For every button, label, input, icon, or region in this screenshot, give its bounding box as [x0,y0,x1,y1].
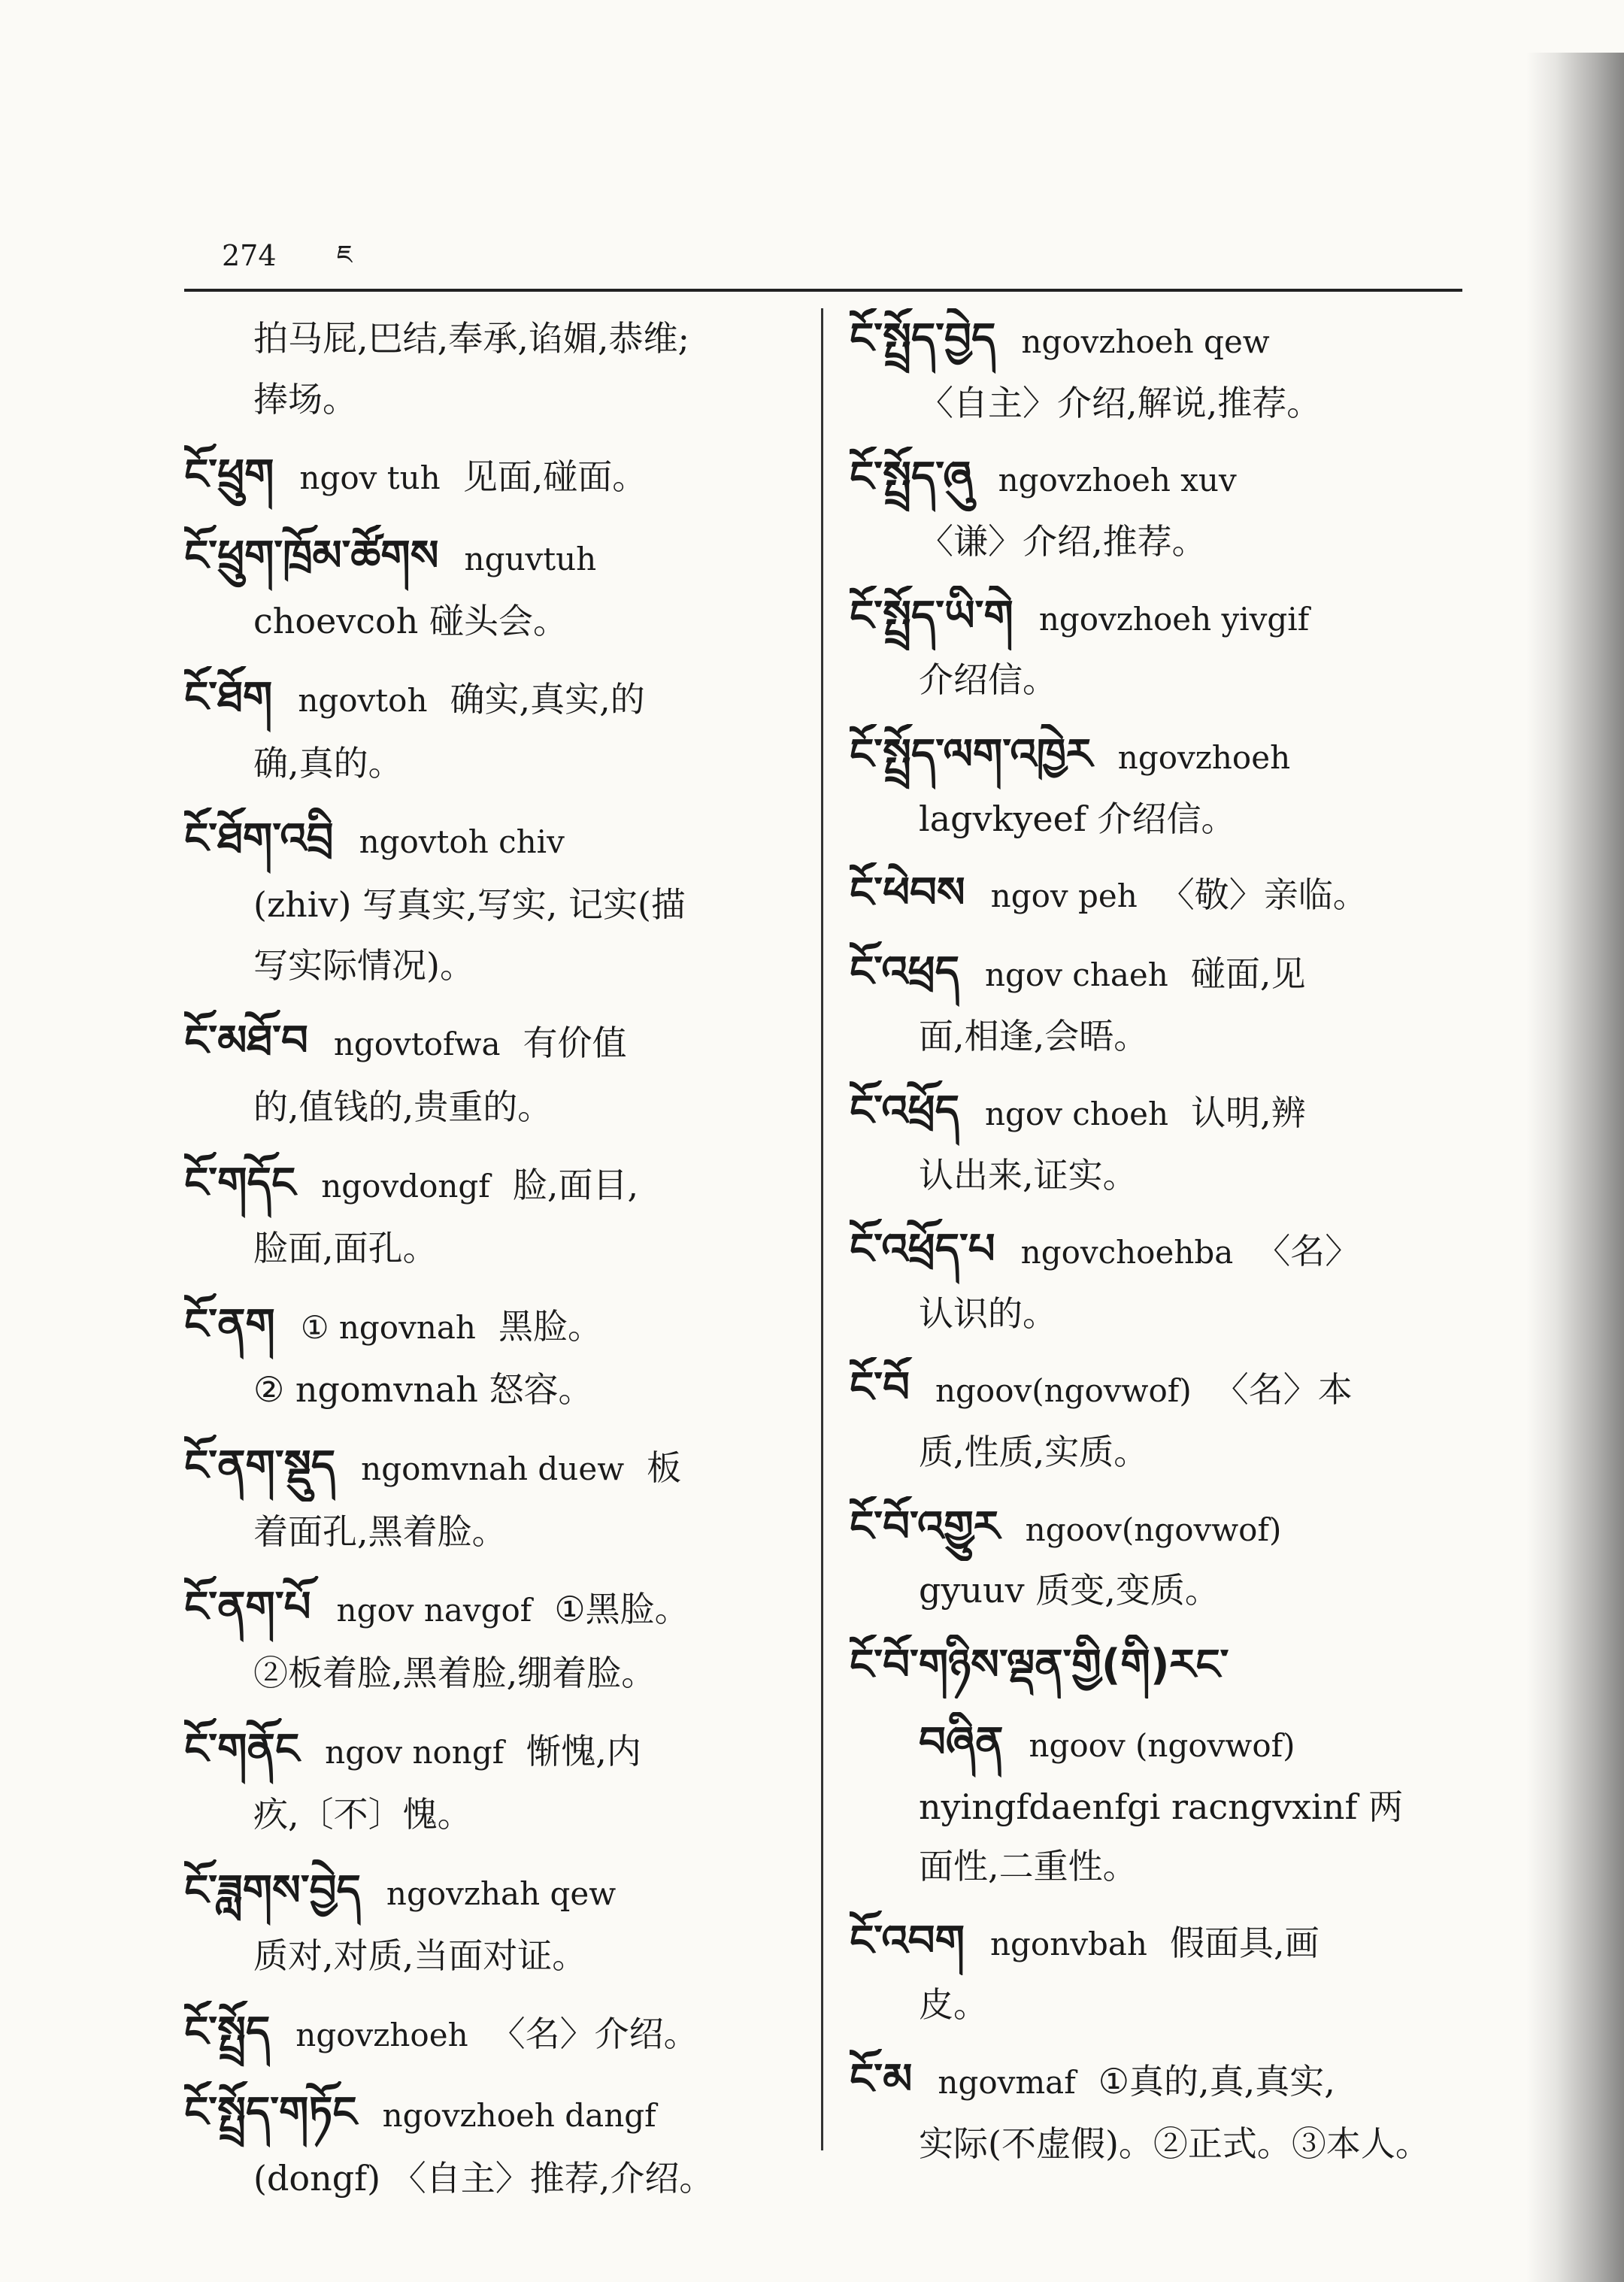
entry-pronunciation: ngovchoehba [1020,1234,1234,1271]
dictionary-entry [850,1357,1451,1482]
entry-gloss: ①真的,真,真实, [1098,2060,1335,2102]
entry-continuation-line: 认识的。 [919,1293,1057,1334]
dictionary-entry [184,308,786,430]
dictionary-entry [184,1859,786,1987]
entry-headword: ངོ་ཕྲུག་ཁྲོམ་ཚོགས [184,531,439,580]
entry-headword: ངོ་ནག་སྡུད [184,1441,336,1491]
entry-headword: ངོ་འཕྲོད་པ [850,1225,995,1274]
entry-gloss: 黑脸。 [498,1305,602,1347]
column-divider [821,308,823,2150]
entry-continuation-line: (zhiv) 写真实,写实, 记实(描 [253,883,686,925]
dictionary-entry [184,444,786,511]
entry-pronunciation: ngovzhoeh [1117,738,1291,776]
entry-gloss: 碰面,见 [1190,953,1306,995]
entry-gloss: 〈敬〉亲临。 [1159,874,1368,916]
entry-continuation-line: 实际(不虚假)。②正式。③本人。 [919,2123,1430,2164]
section-letter: ཇ [337,240,353,270]
entry-pronunciation: ngov choeh [985,1095,1169,1132]
entry-pronunciation: ngovzhah qew [386,1874,617,1912]
entry-first-line [184,1718,786,1785]
entry-gloss: 〈名〉介绍。 [490,2014,698,2055]
dictionary-entry [850,1219,1451,1344]
entry-first-line [850,724,1451,789]
entry-gloss: 板 [647,1447,682,1489]
dictionary-entry [184,1718,786,1845]
header-rule [184,289,1462,292]
entry-gloss: 〈名〉本 [1213,1369,1353,1411]
entry-continuation-line: lagvkyeef 介绍信。 [919,798,1236,839]
entry-first-line [850,1219,1451,1284]
dictionary-entry [850,1635,1451,1699]
entry-first-line [850,941,1451,1007]
entry-pronunciation: ngovmaf [938,2063,1076,2101]
entry-pronunciation: ngovzhoeh [295,2017,468,2054]
entry-headword: ངོ་ཕེབས [850,868,965,918]
entry-first-line [184,2001,786,2068]
entry-continuation-line: 面,相逢,会晤。 [919,1016,1149,1057]
dictionary-entry [184,1576,786,1703]
entry-headword: ངོ་སྤྲོད [184,2008,271,2057]
entry-pronunciation: ngovtoh [298,682,428,720]
entry-headword: ངོ་སྤྲོད་བྱེད [850,314,996,363]
entry-first-line [184,1010,786,1077]
entry-pronunciation: ngoov (ngovwof) [1029,1727,1295,1765]
entry-first-line [184,1576,786,1643]
entry-pronunciation: ngonvbah [990,1925,1147,1962]
entry-gloss: 脸,面目, [512,1164,639,1205]
entry-continuation-line: 确,真的。 [253,742,403,783]
dictionary-entry [850,586,1451,711]
entry-gloss: 惭愧,内 [526,1730,641,1771]
right-column [850,308,1451,2187]
entry-headword: ངོ་བོ་གཉིས་ལྡན་གྱི(གི)རང་ [850,1641,1229,1690]
entry-pronunciation: ngovzhoeh xuv [998,462,1237,499]
page-number: 274 [222,239,277,272]
entry-headword: ངོ་སྤྲོད་ཡི་གེ [850,591,1013,641]
entry-pronunciation: ① ngovnah [300,1308,476,1346]
entry-pronunciation: ngov navgof [336,1592,532,1629]
entry-continuation-line: nyingfdaenfgi racngvxinf 两 [919,1786,1404,1827]
entry-first-line [184,1859,786,1926]
entry-continuation-line: 〈谦〉介绍,推荐。 [919,521,1207,562]
entry-pronunciation: ngomvnah duew [361,1450,625,1488]
entry-first-line [850,1911,1451,1976]
entry-pronunciation: ngov tuh [299,459,441,497]
entry-pronunciation: ngovzhoeh yivgif [1038,600,1310,638]
dictionary-entry [850,1080,1451,1205]
entry-headword: ངོ་ཐོག་འབྲི [184,814,334,864]
dictionary-entry [184,1293,786,1420]
entry-continuation-line: 脸面,面孔。 [253,1228,438,1269]
entry-gloss: 认明,辨 [1191,1092,1306,1133]
entry-first-line [850,1496,1451,1562]
entry-first-line [850,1635,1451,1699]
entry-continuation-line: 的,值钱的,贵重的。 [253,1086,553,1128]
entry-gloss: ①黑脸。 [554,1589,689,1630]
entry-first-line [850,862,1451,928]
entry-headword: ངོ་བོ [850,1363,910,1413]
entry-continuation-line: 疚,〔不〕愧。 [253,1794,472,1835]
entry-first-line [850,447,1451,512]
entry-pronunciation: ngov peh [990,877,1138,915]
dictionary-entry [850,1712,1451,1896]
entry-first-line [184,666,786,733]
entry-headword: ངོ་འཕྲད [850,947,959,997]
entry-continuation-line: 认出来,证实。 [919,1154,1138,1196]
entry-headword: ངོ་གདོང [184,1158,296,1208]
dictionary-entry [184,2001,786,2068]
entry-first-line [184,444,786,511]
entry-gloss: 假面具,画 [1169,1922,1320,1963]
entry-first-line [184,808,786,874]
entry-headword: ངོ་ཟླགས་བྱེད [184,1865,361,1915]
entry-first-line [184,1152,786,1219]
entry-headword: ངོ་ཕྲུག [184,450,274,500]
dictionary-entry [850,724,1451,849]
entry-headword: ངོ་བོ་འགྱུར [850,1502,1000,1551]
entry-gloss: 〈名〉 [1256,1231,1360,1272]
dictionary-entry [850,862,1451,928]
entry-headword: ངོ་ཐོག [184,673,273,723]
entry-headword: ངོ་མཐོ་བ [184,1017,308,1066]
page-binding-shadow [1526,53,1624,2282]
entry-pronunciation: nguvtuh [464,540,597,577]
entry-headword: ངོ་སྤྲོད་ལག་འཁྱེར [850,729,1092,779]
entry-continuation-line: choevcoh 碰头会。 [253,601,568,642]
entry-continuation-line: gyuuv 质变,变质。 [919,1570,1220,1611]
dictionary-entry [184,666,786,793]
entry-headword: ངོ་སྤྲོད་གཏོང [184,2088,357,2138]
dictionary-entry [850,941,1451,1066]
entry-continuation-line: 质对,对质,当面对证。 [253,1935,587,1977]
entry-continuation-line: ② ngomvnah 怒容。 [253,1369,593,1411]
entry-gloss: 确实,真实,的 [450,679,645,720]
entry-continuation-line: 介绍信。 [919,659,1057,701]
dictionary-entry [184,525,786,652]
entry-pronunciation: ngovzhoeh dangf [382,2097,656,2135]
entry-continuation-line: ②板着脸,黑着脸,绷着脸。 [253,1652,656,1693]
entry-first-line [850,1080,1451,1146]
entry-continuation-line: 〈自主〉介绍,解说,推荐。 [919,382,1322,423]
entry-first-line [850,1357,1451,1423]
dictionary-entry [850,2049,1451,2174]
left-column [184,308,786,2223]
entry-pronunciation: ngovtofwa [333,1026,501,1063]
entry-pronunciation: ngovtoh chiv [359,823,565,861]
entry-headword: ངོ་འཕྲོད [850,1086,959,1135]
entry-continuation-line: (dongf) 〈自主〉推荐,介绍。 [253,2158,714,2199]
dictionary-entry [184,1435,786,1562]
entry-first-line [184,525,786,592]
entry-pronunciation: ngovdongf [321,1167,490,1205]
entry-pronunciation: ngoov(ngovwof) [1025,1511,1282,1548]
entry-headword: བཞིན [919,1718,1004,1768]
entry-headword: ངོ་ནག་པོ [184,1583,311,1632]
entry-continuation-line: 面性,二重性。 [919,1846,1138,1887]
entry-first-line [850,2049,1451,2114]
entry-headword: ངོ་འབག [850,1916,965,1965]
dictionary-entry [850,1496,1451,1621]
dictionary-entry [184,808,786,996]
entry-continuation-line: 写实际情况)。 [253,944,474,986]
entry-pronunciation: ngov chaeh [985,956,1168,994]
entry-headword: ངོ་སྤྲོད་ཞུ [850,453,973,502]
entry-headword: ངོ་མ [850,2054,913,2104]
dictionary-entry [850,308,1451,433]
dictionary-entry [850,447,1451,571]
entry-first-line [850,308,1451,374]
entry-pronunciation: ngov nongf [325,1733,504,1771]
entry-first-line [184,1435,786,1502]
entry-continuation-line: 捧场。 [253,378,357,420]
entry-pronunciation: ngoov(ngovwof) [935,1372,1192,1410]
entry-first-line [850,1712,1451,1777]
entry-pronunciation: ngovzhoeh qew [1021,323,1270,360]
entry-first-line [850,586,1451,651]
dictionary-entry [850,1911,1451,2035]
entry-headword: ངོ་ནག [184,1299,275,1349]
entry-continuation-line: 皮。 [919,1984,988,2026]
entry-headword: ངོ་གནོང [184,1724,300,1774]
entry-continuation-line: 着面孔,黑着脸。 [253,1511,507,1552]
entry-gloss: 有价值 [523,1023,627,1064]
entry-continuation-line: 拍马屁,巴结,奉承,谄媚,恭维; [253,318,689,359]
dictionary-entry [184,1010,786,1137]
entry-first-line [184,2081,786,2148]
entry-gloss: 见面,碰面。 [462,456,647,498]
entry-first-line [184,1293,786,1360]
dictionary-entry [184,2081,786,2208]
entry-continuation-line: 质,性质,实质。 [919,1432,1149,1473]
dictionary-entry [184,1152,786,1279]
